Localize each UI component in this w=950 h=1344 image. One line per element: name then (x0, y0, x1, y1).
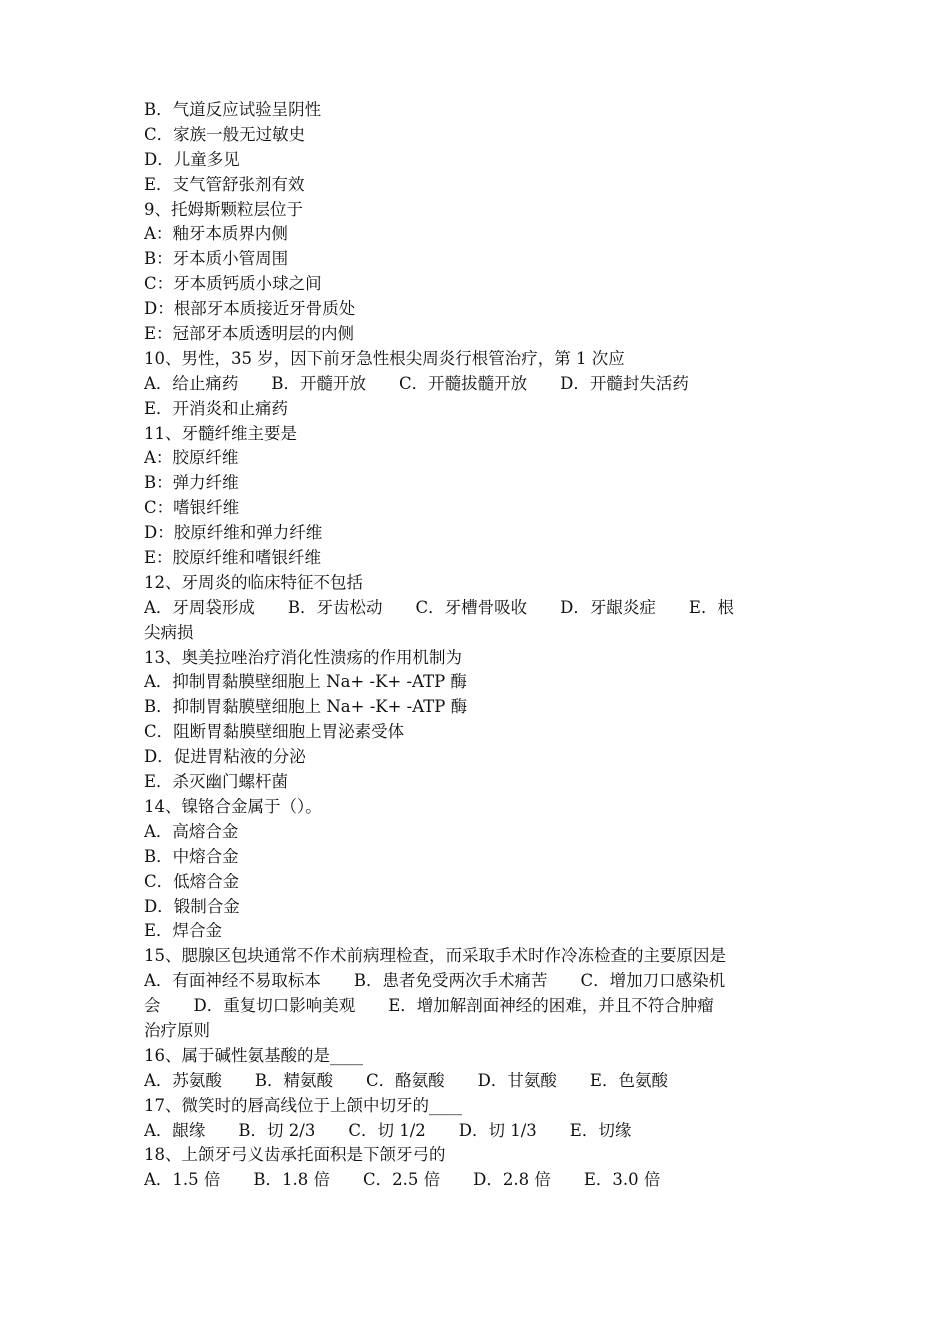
text-line: A．抑制胃黏膜壁细胞上 Na+ -K+ -ATP 酶 (144, 672, 467, 692)
text-line: D．锻制合金 (144, 896, 240, 916)
text-line: A．苏氨酸 B．精氨酸 C．酪氨酸 D．甘氨酸 E．色氨酸 (144, 1070, 668, 1090)
text-line: B．气道反应试验呈阴性 (144, 100, 322, 119)
text-line: E．支气管舒张剂有效 (144, 174, 305, 194)
text-line: B．抑制胃黏膜壁细胞上 Na+ -K+ -ATP 酶 (144, 697, 468, 717)
text-line: E．开消炎和止痛药 (144, 398, 289, 418)
text-line: A：胶原纤维 (144, 448, 239, 468)
text-line: E．杀灭幽门螺杆菌 (144, 772, 289, 792)
text-line: C．阻断胃黏膜壁细胞上胃泌素受体 (144, 722, 405, 742)
question-14-title: 14、镍铬合金属于（）。 (144, 796, 322, 816)
text-line: A：釉牙本质界内侧 (144, 224, 288, 244)
text-line: A．1.5 倍 B．1.8 倍 C．2.5 倍 D．2.8 倍 E．3.0 倍 (144, 1170, 661, 1190)
question-15-title: 15、腮腺区包块通常不作术前病理检查，而采取手术时作冷冻检查的主要原因是 (144, 946, 726, 966)
text-line: 治疗原则 (144, 1020, 210, 1040)
text-line: A．龈缘 B．切 2/3 C．切 1/2 D．切 1/3 E．切缘 (144, 1120, 632, 1140)
text-line: 尖病损 (144, 622, 194, 642)
question-17-title: 17、微笑时的唇高线位于上颌中切牙的____ (144, 1095, 462, 1115)
document-page (144, 98, 810, 1193)
text-line: D：胶原纤维和弹力纤维 (144, 523, 323, 543)
text-line: B：弹力纤维 (144, 473, 239, 493)
text-line: B．中熔合金 (144, 846, 239, 866)
question-18-title: 18、上颌牙弓义齿承托面积是下颌牙弓的 (144, 1145, 446, 1165)
question-10-title: 10、男性，35 岁，因下前牙急性根尖周炎行根管治疗，第 1 次应 (144, 348, 625, 368)
text-line: C：嗜银纤维 (144, 498, 240, 518)
text-line: A．有面神经不易取标本 B．患者免受两次手术痛苦 C．增加刀口感染机 (144, 971, 726, 991)
text-line: A．给止痛药 B．开髓开放 C．开髓拔髓开放 D．开髓封失活药 (144, 373, 689, 393)
question-12-title: 12、牙周炎的临床特征不包括 (144, 572, 363, 592)
text-line: C：牙本质钙质小球之间 (144, 274, 322, 294)
text-line: E．焊合金 (144, 921, 223, 941)
text-line: A．牙周袋形成 B．牙齿松动 C．牙槽骨吸收 D．牙龈炎症 E．根 (144, 597, 734, 617)
question-13-title: 13、奥美拉唑治疗消化性溃疡的作用机制为 (144, 647, 462, 667)
question-16-title: 16、属于碱性氨基酸的是____ (144, 1045, 363, 1065)
question-9-title: 9、托姆斯颗粒层位于 (144, 199, 303, 219)
text-line: D．儿童多见 (144, 149, 240, 169)
text-line: C．低熔合金 (144, 871, 240, 891)
text-line: B：牙本质小管周围 (144, 249, 289, 269)
text-line: D．促进胃粘液的分泌 (144, 747, 306, 767)
text-line: A．高熔合金 (144, 821, 239, 841)
text-line: C．家族一般无过敏史 (144, 124, 306, 144)
text-line: E：胶原纤维和嗜银纤维 (144, 548, 322, 568)
text-line: E：冠部牙本质透明层的内侧 (144, 324, 355, 344)
text-line: 会 D．重复切口影响美观 E．增加解剖面神经的困难，并且不符合肿瘤 (144, 996, 714, 1016)
text-line: D：根部牙本质接近牙骨质处 (144, 299, 356, 319)
question-11-title: 11、牙髓纤维主要是 (144, 423, 297, 443)
